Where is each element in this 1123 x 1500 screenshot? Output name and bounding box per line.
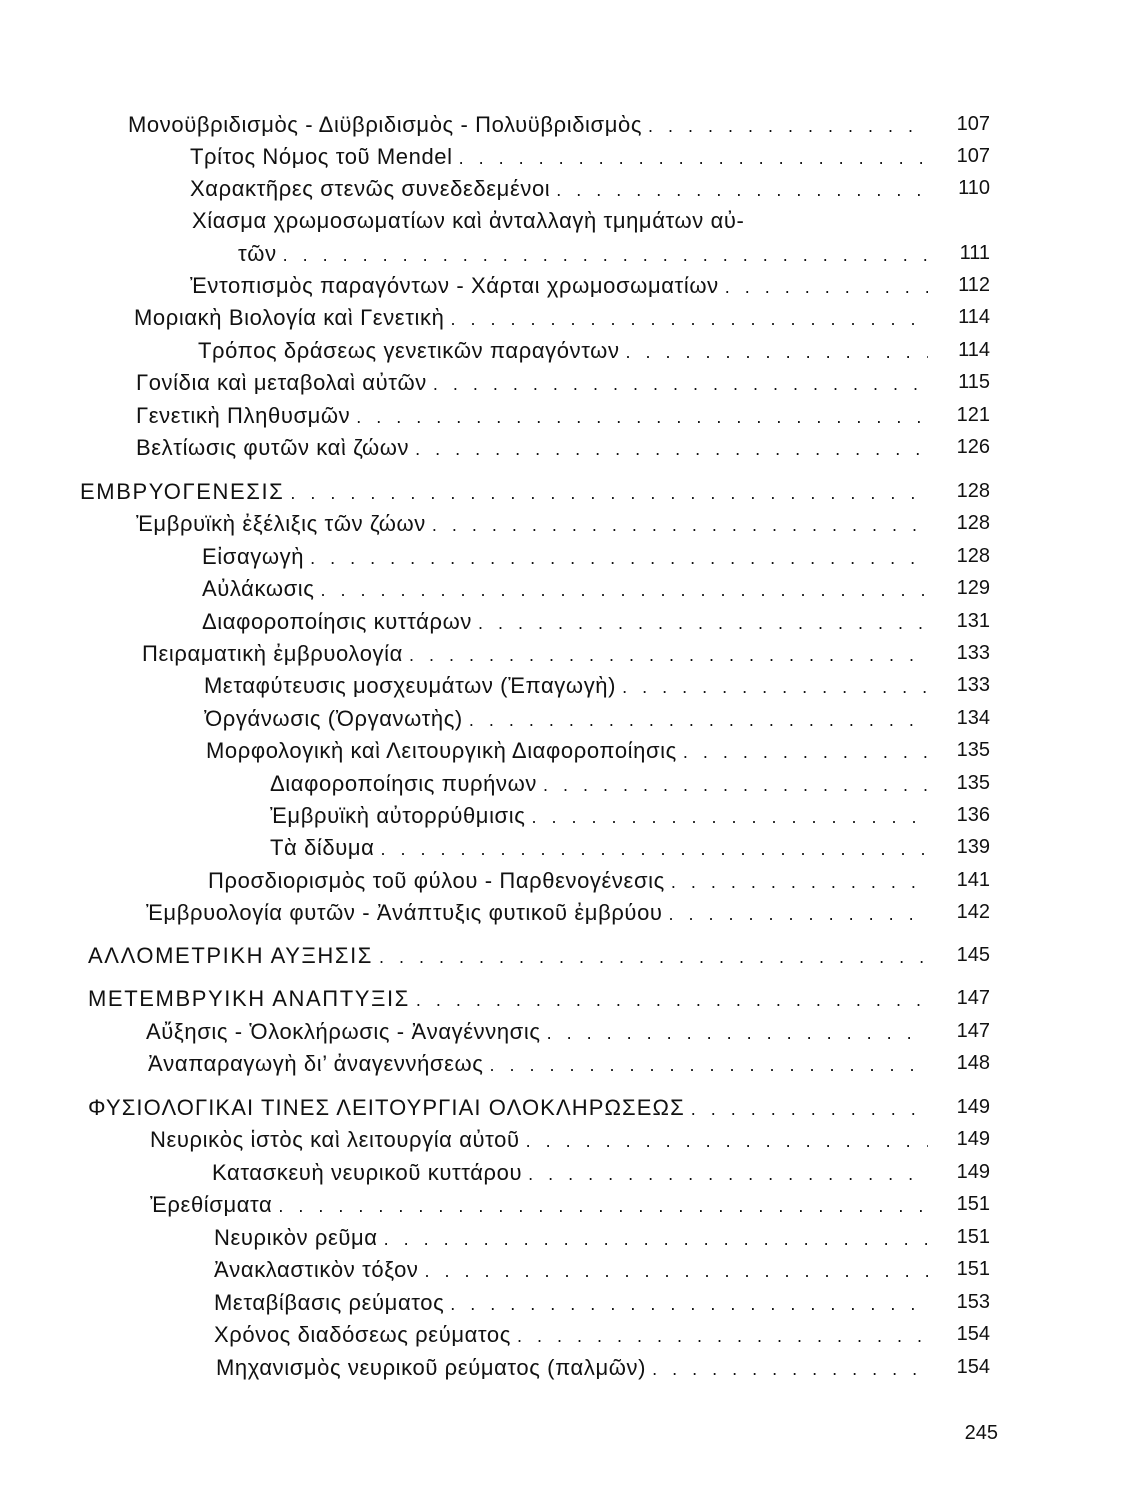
toc-section-heading — [88, 986, 934, 1018]
toc-entry-title: Ἐντοπισμὸς παραγόντων - Χάρται χρωμοσωματίων — [190, 273, 719, 298]
toc-entry — [202, 576, 934, 608]
toc-entry-page: 151 — [956, 1193, 990, 1215]
toc-entry-title: Χαρακτῆρες στενῶς συνεδεδεμένοι — [190, 176, 551, 201]
dot-leader — [648, 116, 928, 137]
toc-entry — [190, 176, 934, 208]
toc-entry — [204, 673, 934, 705]
dot-leader — [290, 483, 928, 504]
toc-entry-title: Τὰ δίδυμα — [270, 835, 375, 860]
toc-entry-title: Ἐμβρυολογία φυτῶν - Ἀνάπτυξις φυτικοῦ ἐμβρύου — [146, 900, 663, 925]
toc-entry-page: 128 — [956, 480, 990, 502]
toc-entry-page: 128 — [956, 545, 990, 567]
toc-entry-title: ΕΜΒΡΥΟΓΕΝΕΣΙΣ — [80, 479, 285, 504]
dot-leader — [409, 645, 928, 666]
toc-entry — [134, 305, 934, 337]
toc-entry-page: 112 — [958, 274, 990, 296]
dot-leader — [416, 990, 928, 1011]
dot-leader — [283, 245, 928, 266]
dot-leader — [556, 180, 928, 201]
dot-leader — [384, 1229, 928, 1250]
toc-entry — [206, 738, 934, 770]
toc-entry-page: 153 — [956, 1291, 990, 1313]
toc-entry-page: 129 — [956, 577, 990, 599]
dot-leader — [652, 1359, 928, 1380]
toc-entry — [146, 1019, 934, 1051]
dot-leader — [531, 807, 928, 828]
toc-entry — [212, 1160, 934, 1192]
toc-entry — [202, 544, 934, 576]
toc-entry-page: 135 — [956, 739, 990, 761]
toc-entry-title: Πειραματικὴ ἐμβρυολογία — [142, 641, 403, 666]
dot-leader — [543, 775, 928, 796]
toc-entry — [270, 803, 934, 835]
toc-entry — [192, 208, 952, 240]
toc-entry-page: 107 — [956, 145, 990, 167]
toc-entry-title: Νευρικὸς ἱστὸς καὶ λειτουργία αὐτοῦ — [150, 1127, 520, 1152]
toc-entry-title: Μονοϋβριδισμὸς - Διϋβριδισμὸς - Πολυϋβριδισμὸς — [128, 112, 643, 137]
toc-entry-title: Κατασκευὴ νευρικοῦ κυττάρου — [212, 1160, 523, 1185]
toc-entry-page: 149 — [956, 1161, 990, 1183]
toc-entry — [150, 1192, 934, 1224]
toc-entry — [190, 144, 934, 176]
dot-leader — [671, 872, 928, 893]
toc-entry-title: Βελτίωσις φυτῶν καὶ ζώων — [136, 435, 410, 460]
dot-leader — [547, 1023, 928, 1044]
toc-entry — [146, 900, 934, 932]
toc-entry — [270, 835, 934, 867]
toc-entry-title: Ἐρεθίσματα — [150, 1192, 273, 1217]
toc-entry-page: 147 — [956, 987, 990, 1009]
toc-entry-title: Μοριακὴ Βιολογία καὶ Γενετικὴ — [134, 305, 445, 330]
toc-entry-title: Ἐμβρυϊκὴ αὐτορρύθμισις — [270, 803, 526, 828]
dot-leader — [433, 374, 928, 395]
dot-leader — [669, 904, 928, 925]
page-number: 245 — [964, 1422, 998, 1444]
toc-entry — [204, 706, 934, 738]
dot-leader — [478, 613, 928, 634]
dot-leader — [526, 1131, 928, 1152]
toc-entry-title: ΑΛΛΟΜΕΤΡΙΚΗ ΑΥΞΗΣΙΣ — [88, 943, 374, 968]
dot-leader — [459, 148, 928, 169]
toc-entry — [214, 1257, 934, 1289]
toc-entry-title: Τρίτος Νόμος τοῦ Mendel — [190, 144, 453, 169]
toc-entry-title: Ὀργάνωσις (Ὀργανωτὴς) — [204, 706, 463, 731]
toc-entry-page: 148 — [956, 1052, 990, 1074]
toc-entry-title: Γονίδια καὶ μεταβολαὶ αὐτῶν — [136, 370, 427, 395]
toc-entry-title: Ἐμβρυϊκὴ ἐξέλιξις τῶν ζώων — [136, 511, 426, 536]
toc-section-heading — [80, 479, 934, 511]
dot-leader — [450, 309, 928, 330]
dot-leader — [278, 1196, 928, 1217]
toc-entry-title: ΦΥΣΙΟΛΟΓΙΚΑΙ ΤΙΝΕΣ ΛΕΙΤΟΥΡΓΙΑΙ ΟΛΟΚΛΗΡΩΣΕΩΣ — [88, 1095, 685, 1120]
toc-entry-page: 147 — [956, 1020, 990, 1042]
dot-leader — [683, 742, 928, 763]
toc-entry-title: Εἰσαγωγὴ — [202, 544, 305, 569]
dot-leader — [626, 342, 928, 363]
toc-entry — [270, 771, 934, 803]
dot-leader — [691, 1099, 928, 1120]
dot-leader — [415, 439, 928, 460]
toc-section-heading — [88, 1095, 934, 1127]
toc-entry-page: 128 — [956, 512, 990, 534]
toc-entry-page: 151 — [956, 1258, 990, 1280]
toc-section-heading — [88, 943, 934, 975]
toc-entry — [136, 370, 934, 402]
toc-entry — [216, 1355, 934, 1387]
toc-entry-page: 135 — [956, 772, 990, 794]
toc-entry-page: 154 — [956, 1356, 990, 1378]
toc-entry-title: Νευρικὸν ρεῦμα — [214, 1225, 378, 1250]
toc-entry-page: 134 — [956, 707, 990, 729]
toc-entry-page: 126 — [956, 436, 990, 458]
toc-entry-page: 154 — [956, 1323, 990, 1345]
toc-entry-page: 111 — [959, 242, 990, 264]
toc-entry — [136, 403, 934, 435]
dot-leader — [490, 1055, 929, 1076]
toc-entry-title: Αὔξησις - Ὁλοκλήρωσις - Ἀναγέννησις — [146, 1019, 541, 1044]
dot-leader — [725, 277, 928, 298]
dot-leader — [469, 710, 928, 731]
toc-entry — [238, 241, 934, 273]
toc-entry-title: Μεταβίβασις ρεύματος — [214, 1290, 445, 1315]
dot-leader — [517, 1326, 928, 1347]
toc-entry-title: Αὐλάκωσις — [202, 576, 315, 601]
toc-entry-page: 110 — [958, 177, 990, 199]
dot-leader — [425, 1261, 928, 1282]
toc-entry-title: Διαφοροποίησις κυττάρων — [202, 609, 472, 634]
toc-entry — [148, 1051, 934, 1083]
dot-leader — [320, 580, 928, 601]
dot-leader — [528, 1164, 928, 1185]
toc-entry — [198, 338, 934, 370]
toc-entry-title: Χρόνος διαδόσεως ρεύματος — [214, 1322, 511, 1347]
toc-entry-title: Μεταφύτευσις μοσχευμάτων (Ἐπαγωγὴ) — [204, 673, 617, 698]
toc-entry — [136, 511, 934, 543]
toc-entry-page: 107 — [956, 113, 990, 135]
dot-leader — [622, 677, 928, 698]
toc-entry-title: Διαφοροποίησις πυρήνων — [270, 771, 537, 796]
toc-entry-page: 139 — [956, 836, 990, 858]
toc-entry-title: Μηχανισμὸς νευρικοῦ ρεύματος (παλμῶν) — [216, 1355, 647, 1380]
toc-entry-page: 133 — [956, 674, 990, 696]
dot-leader — [432, 515, 928, 536]
toc-entry-title: Μορφολογικὴ καὶ Λειτουργικὴ Διαφοροποίησις — [206, 738, 677, 763]
toc-entry-page: 115 — [958, 371, 990, 393]
toc-entry-page: 136 — [956, 804, 990, 826]
toc-entry-title: Ἀναπαραγωγὴ δι’ ἀναγεννήσεως — [148, 1051, 484, 1076]
toc-entry — [214, 1322, 934, 1354]
toc-entry — [136, 435, 934, 467]
toc-entry — [202, 609, 934, 641]
toc-entry-page: 145 — [956, 944, 990, 966]
dot-leader — [356, 407, 928, 428]
toc-entry-title: Τρόπος δράσεως γενετικῶν παραγόντων — [198, 338, 620, 363]
toc-entry — [128, 112, 934, 144]
toc-entry-title: Προσδιορισμὸς τοῦ φύλου - Παρθενογένεσις — [208, 868, 665, 893]
dot-leader — [379, 947, 928, 968]
toc-entry-title: ΜΕΤΕΜΒΡΥΙΚΗ ΑΝΑΠΤΥΞΙΣ — [88, 986, 410, 1011]
toc-entry — [150, 1127, 934, 1159]
toc-entry-page: 133 — [956, 642, 990, 664]
toc-entry — [214, 1225, 934, 1257]
dot-leader — [380, 839, 928, 860]
toc-entry-page: 149 — [956, 1096, 990, 1118]
dot-leader — [310, 548, 928, 569]
toc-entry — [208, 868, 934, 900]
toc-entry — [214, 1290, 934, 1322]
toc-entry-page: 151 — [956, 1226, 990, 1248]
toc-entry-title: τῶν — [238, 241, 277, 266]
toc-entry-page: 121 — [956, 404, 990, 426]
toc-entry-title: Ἀνακλαστικὸν τόξον — [214, 1257, 419, 1282]
toc-entry-page: 142 — [956, 901, 990, 923]
toc-entry-page: 114 — [958, 306, 990, 328]
toc-entry-page: 149 — [956, 1128, 990, 1150]
toc-entry-title: Γενετικὴ Πληθυσμῶν — [136, 403, 351, 428]
toc-entry-page: 141 — [956, 869, 990, 891]
toc-entry — [142, 641, 934, 673]
dot-leader — [450, 1294, 928, 1315]
toc-entry-page: 114 — [958, 339, 990, 361]
toc-entry-title: Χίασμα χρωμοσωματίων καὶ ἀνταλλαγὴ τμημάτων αὐ- — [192, 208, 745, 233]
toc-entry — [190, 273, 934, 305]
toc-entry-page: 131 — [956, 610, 990, 632]
